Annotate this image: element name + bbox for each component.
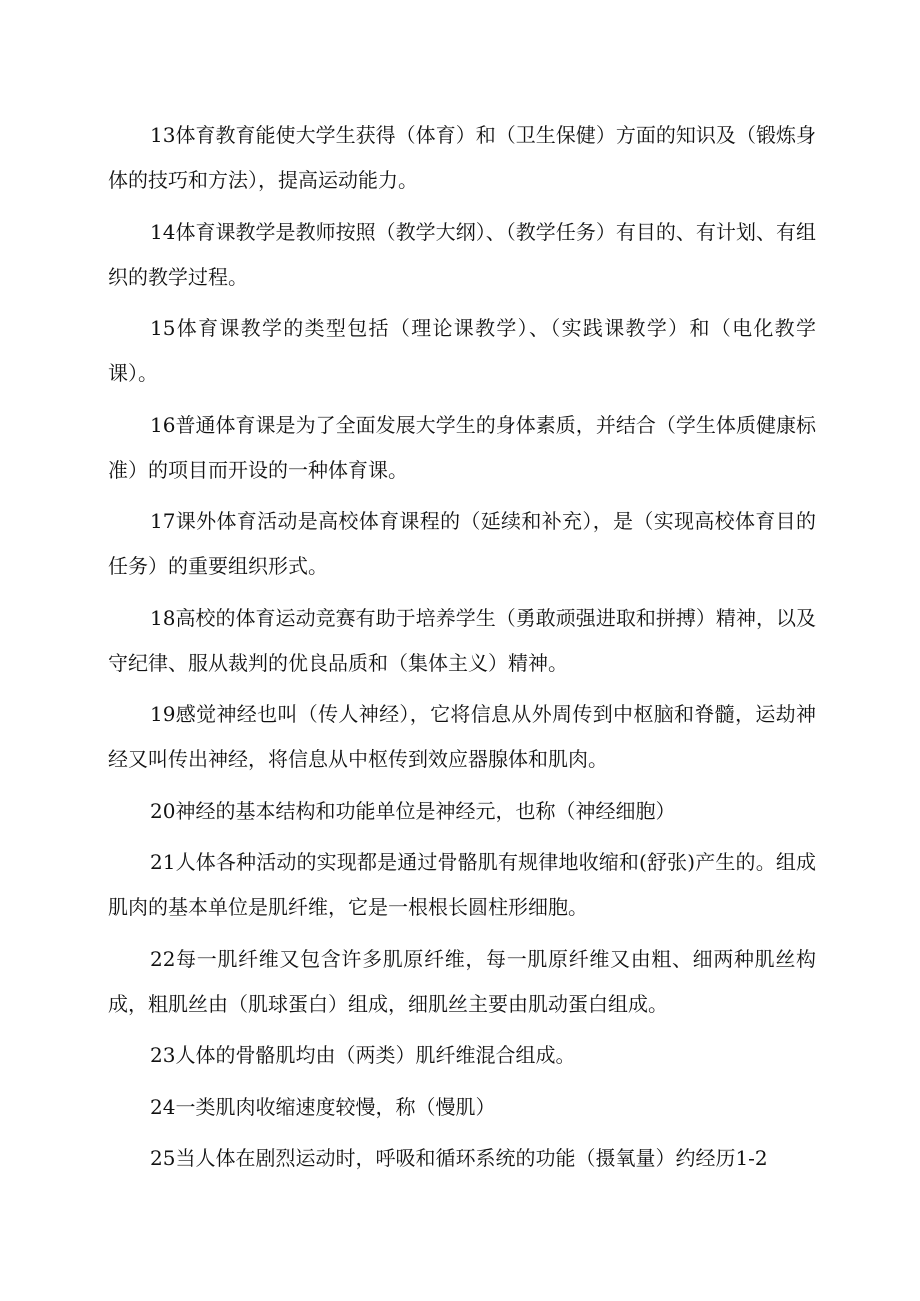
paragraph-13-text: 13体育教育能使大学生获得（体育）和（卫生保健）方面的知识及（锻炼身体的技巧和方法），提高运动能力。 [108,123,816,192]
paragraph-17 [108,499,816,589]
paragraph-20 [108,789,816,834]
paragraph-13 [108,113,816,203]
paragraph-16-text: 16普通体育课是为了全面发展大学生的身体素质，并结合（学生体质健康标准）的项目而开设的一种体育课。 [108,412,816,482]
paragraph-22 [108,937,816,1027]
paragraph-19 [108,692,816,782]
paragraph-21-text: 21人体各种活动的实现都是通过骨骼肌有规律地收缩和(舒张)产生的。组成肌肉的基本单位是肌纤维，它是一根根长圆柱形细胞。 [108,850,816,919]
paragraph-14 [108,210,816,300]
paragraph-20-text: 20神经的基本结构和功能单位是神经元，也称（神经细胞） [150,798,676,823]
paragraph-15-text: 15体育课教学的类型包括（理论课教学）、（实践课教学）和（电化教学课）。 [108,316,816,385]
paragraph-15 [108,306,816,396]
paragraph-25-text: 25当人体在剧烈运动时，呼吸和循环系统的功能（摄氧量）约经历1-2 [150,1146,768,1170]
paragraph-25 [108,1136,816,1181]
paragraph-18 [108,596,816,686]
paragraph-18-text: 18高校的体育运动竞赛有助于培养学生（勇敢顽强进取和拼搏）精神，以及守纪律、服从裁判的优良品质和（集体主义）精神。 [108,605,816,675]
paragraph-23 [108,1033,816,1078]
document-body [108,113,816,1188]
paragraph-23-text: 23人体的骨骼肌均由（两类）肌纤维混合组成。 [150,1043,576,1067]
paragraph-24-text: 24一类肌肉收缩速度较慢，称（慢肌） [150,1094,496,1119]
paragraph-19-text: 19感觉神经也叫（传人神经），它将信息从外周传到中枢脑和脊髓，运劫神经又叫传出神经，将信息从中枢传到效应器腺体和肌肉。 [108,702,816,771]
paragraph-16 [108,403,816,493]
paragraph-14-text: 14体育课教学是教师按照（教学大纲）、（教学任务）有目的、有计划、有组织的教学过程。 [108,219,816,289]
paragraph-24 [108,1085,816,1130]
paragraph-17-text: 17课外体育活动是高校体育课程的（延续和补充），是（实现高校体育目的任务）的重要组织形式。 [108,509,816,578]
paragraph-21 [108,840,816,930]
paragraph-22-text: 22每一肌纤维又包含许多肌原纤维，每一肌原纤维又由粗、细两种肌丝构成，粗肌丝由（肌球蛋白）组成，细肌丝主要由肌动蛋白组成。 [108,946,816,1016]
